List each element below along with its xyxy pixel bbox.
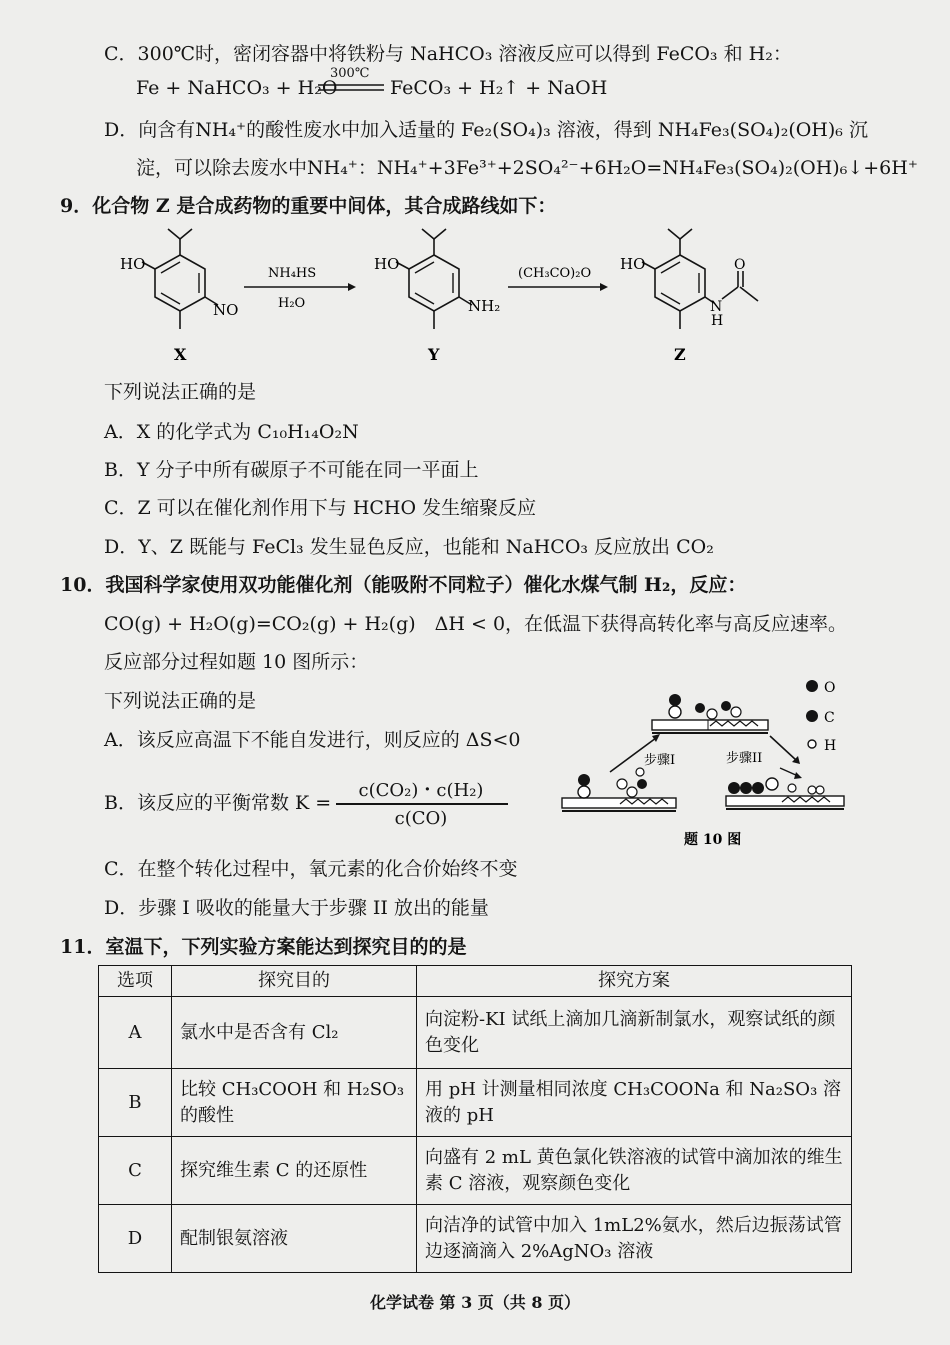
q10-option-c: C．在整个转化过程中，氧元素的化合价始终不变: [104, 858, 518, 880]
y-label: Y: [428, 345, 440, 364]
row-plan: 向洁净的试管中加入 1mL2%氨水，然后边振荡试管边逐滴滴入 2%AgNO₃ 溶液: [417, 1205, 852, 1273]
q9-option-c: C．Z 可以在催化剂作用下与 HCHO 发生缩聚反应: [104, 497, 537, 519]
row-plan: 向盛有 2 mL 黄色氯化铁溶液的试管中滴加浓的维生素 C 溶液，观察颜色变化: [417, 1137, 852, 1205]
q10-stem-line2: CO(g) + H₂O(g)=CO₂(g) + H₂(g) ΔH < 0，在低温下获得高转化率与高反应速率。: [104, 613, 848, 635]
x-no-label: NO: [213, 301, 239, 319]
table-row: [99, 997, 852, 1069]
q10-stem-line3: 反应部分过程如题 10 图所示：: [104, 651, 369, 673]
double-line-equals-icon: [318, 84, 384, 92]
row-aim: 配制银氨溶液: [172, 1205, 417, 1273]
q8-option-c-line1: C．300℃时，密闭容器中将铁粉与 NaHCO₃ 溶液反应可以得到 FeCO₃ 和 H₂：: [104, 43, 792, 65]
catalyst-surface-left: [562, 768, 676, 811]
q10-stem-line1: 10．我国科学家使用双功能催化剂（能吸附不同粒子）催化水煤气制 H₂，反应：: [60, 574, 747, 596]
table-row: [99, 1205, 852, 1273]
q9-prompt: 下列说法正确的是: [104, 381, 257, 403]
catalyst-surface-right: [726, 768, 844, 809]
table-row: [99, 1069, 852, 1137]
q11-stem: 11．室温下，下列实验方案能达到探究目的的是: [60, 936, 467, 958]
q8-option-d-line2: 淀，可以除去废水中NH₄⁺：NH₄⁺+3Fe³⁺+2SO₄²⁻+6H₂O=NH₄Fe₃(SO₄)₂(OH)₆↓+6H⁺: [136, 157, 918, 179]
fraction-bar: [336, 803, 508, 805]
q8-option-c-eq-left: Fe + NaHCO₃ + H₂O: [136, 77, 338, 99]
legend-c-icon: [806, 710, 818, 722]
molecule-x: [120, 229, 238, 329]
y-ho-label: HO: [374, 255, 400, 273]
q10-prompt: 下列说法正确的是: [104, 690, 257, 712]
molecule-y: [374, 229, 500, 329]
q8-option-c-eq-right: FeCO₃ + H₂↑ + NaOH: [390, 77, 608, 99]
row-option: B: [99, 1069, 172, 1137]
q10-option-a: A．该反应高温下不能自发进行，则反应的 ΔS<0: [104, 729, 521, 751]
q10-option-b-numerator: c(CO₂)・c(H₂): [358, 780, 484, 801]
step-2-label: 步骤II: [726, 751, 763, 766]
reagent-1-top: NH₄HS: [268, 266, 317, 281]
row-option: A: [99, 997, 172, 1069]
catalyst-surface-top: [652, 694, 768, 733]
x-label: X: [174, 345, 187, 364]
legend-c-label: C: [824, 710, 835, 726]
header-plan: 探究方案: [417, 966, 852, 997]
q10-option-b-denominator: c(CO): [394, 808, 448, 829]
z-n-label: N: [710, 299, 723, 315]
step-1-label: 步骤I: [644, 753, 676, 768]
q8-option-d-line1: D．向含有NH₄⁺的酸性废水中加入适量的 Fe₂(SO₄)₃ 溶液，得到 NH₄Fe₃(SO₄)₂(OH)₆ 沉: [104, 119, 868, 141]
row-plan: 向淀粉-KI 试纸上滴加几滴新制氯水，观察试纸的颜色变化: [417, 997, 852, 1069]
legend-o-icon: [806, 680, 818, 692]
reagent-2-top: (CH₃CO)₂O: [518, 266, 592, 281]
legend-h-label: H: [824, 738, 837, 754]
legend-h-icon: [808, 740, 816, 748]
q10-figure: [560, 676, 850, 852]
q9-option-b: B．Y 分子中所有碳原子不可能在同一平面上: [104, 459, 479, 481]
q10-option-b-prefix: B．该反应的平衡常数 K =: [104, 792, 332, 814]
step-2-arrow-icon: [770, 736, 796, 760]
z-label: Z: [674, 345, 686, 364]
q9-option-d: D．Y、Z 既能与 FeCl₃ 发生显色反应，也能和 NaHCO₃ 反应放出 CO₂: [104, 536, 714, 558]
z-o-label: O: [734, 257, 746, 273]
figure-caption: 题 10 图: [684, 832, 742, 848]
table-header-row: [99, 966, 852, 997]
row-option: C: [99, 1137, 172, 1205]
molecule-z: [620, 229, 758, 329]
header-option: 选项: [99, 966, 172, 997]
q8-option-c-eq-condition: 300℃: [330, 66, 370, 81]
z-ho-label: HO: [620, 255, 646, 273]
row-option: D: [99, 1205, 172, 1273]
q11-table: [98, 965, 852, 1273]
q9-synthesis-route: [110, 225, 790, 373]
x-ho-label: HO: [120, 255, 146, 273]
row-aim: 探究维生素 C 的还原性: [172, 1137, 417, 1205]
legend-o-label: O: [824, 680, 836, 696]
table-row: [99, 1137, 852, 1205]
row-aim: 比较 CH₃COOH 和 H₂SO₃ 的酸性: [172, 1069, 417, 1137]
reagent-1-bottom: H₂O: [278, 296, 306, 311]
q9-stem: 9．化合物 Z 是合成药物的重要中间体，其合成路线如下：: [60, 195, 557, 217]
q10-option-d: D．步骤 I 吸收的能量大于步骤 II 放出的能量: [104, 897, 489, 919]
page-footer: 化学试卷 第 3 页（共 8 页）: [369, 1293, 581, 1312]
header-aim: 探究目的: [172, 966, 417, 997]
row-plan: 用 pH 计测量相同浓度 CH₃COONa 和 Na₂SO₃ 溶液的 pH: [417, 1069, 852, 1137]
q9-option-a: A．X 的化学式为 C₁₀H₁₄O₂N: [104, 421, 359, 443]
z-h-label: H: [711, 313, 724, 329]
row-aim: 氯水中是否含有 Cl₂: [172, 997, 417, 1069]
y-nh2-label: NH₂: [468, 297, 501, 315]
